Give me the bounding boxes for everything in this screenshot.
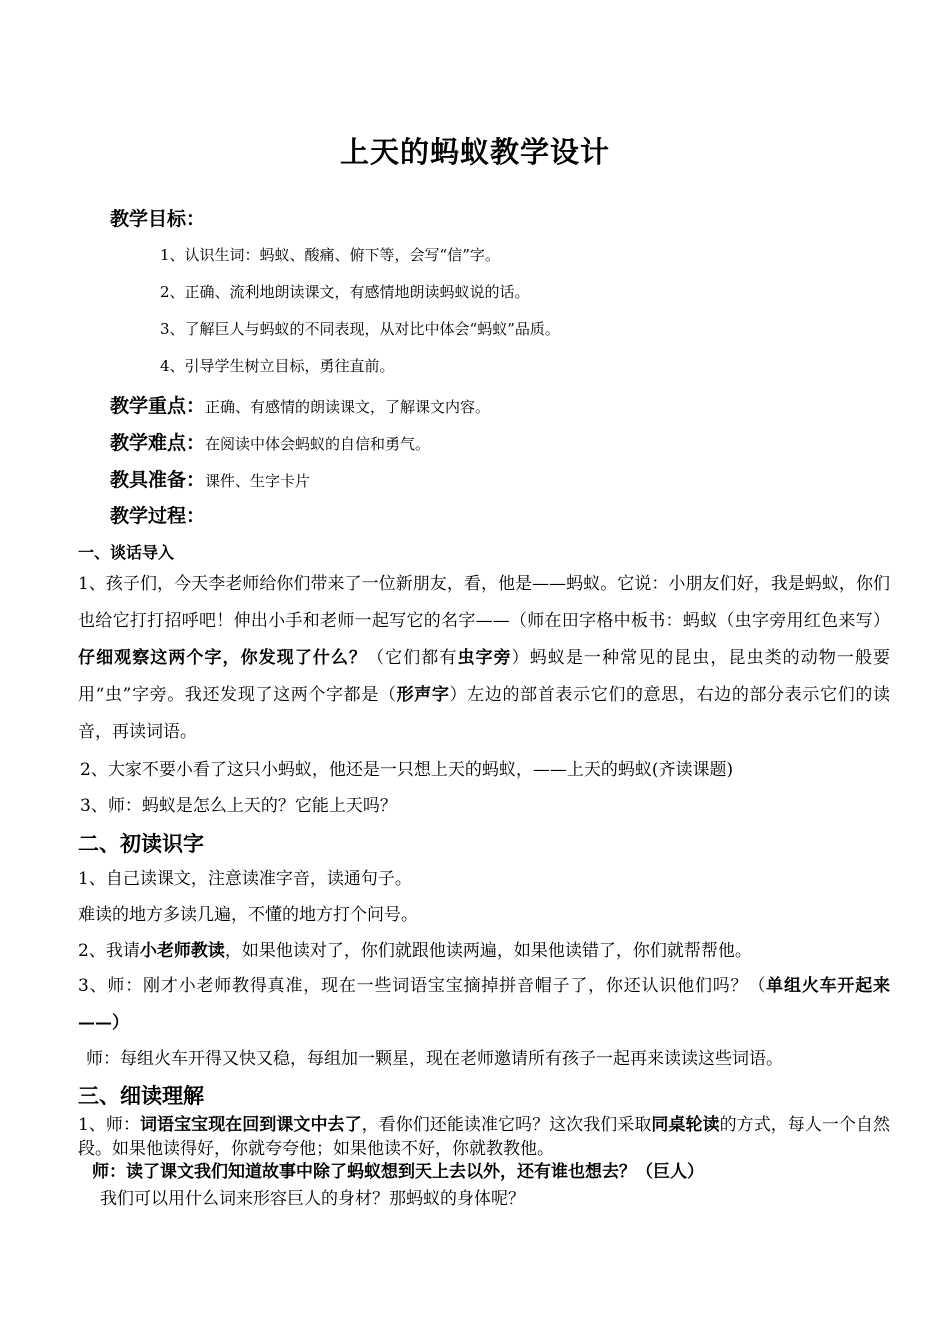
objective-item: 1、认识生词：蚂蚁、酸痛、俯下等，会写“信”字。 [160,246,500,264]
key-point-line [110,391,490,418]
paragraph: 1、自己读课文，注意读准字音，读通句子。 [78,869,412,889]
paragraph [78,1113,890,1161]
section-heading: 三、细读理解 [78,1083,204,1108]
text-run: ，如果他读对了，你们就跟他读两遍，如果他读错了，你们就帮帮他。 [224,941,752,961]
objective-item: 3、了解巨人与蚂蚁的不同表现，从对比中体会“蚂蚁”品质。 [160,320,560,338]
paragraph [78,933,752,970]
text-run: 1、师： [78,1115,141,1135]
bold-text: 同桌轮读 [651,1115,720,1135]
difficulty-line [110,428,430,455]
text-run: 的方式，每人一个自然段。如果他读得好，你就夸夸他；如果他读不好，你就教教他。 [78,1115,891,1159]
paragraph: 难读的地方多读几遍，不懂的地方打个问号。 [78,905,418,925]
key-point-label: 教学重点： [110,395,206,417]
section-heading: 一、谈话导入 [78,543,175,562]
document-title: 上天的蚂蚁教学设计 [339,135,610,169]
materials-label: 教具准备： [110,469,206,491]
difficulty-value: 在阅读中体会蚂蚁的自信和勇气。 [205,435,431,453]
bold-text: 仔细观察这两个字，你发现了什么？ [78,648,368,668]
paragraph: 师：读了课文我们知道故事中除了蚂蚁想到天上去以外，还有谁也想去？（巨人） [92,1162,704,1182]
paragraph: 3、师：蚂蚁是怎么上天的？它能上天吗？ [80,796,397,816]
bold-text: 虫字旁 [457,648,512,668]
paragraph: 师：每组火车开得又快又稳，每组加一颗星，现在老师邀请所有孩子一起再来读读这些词语。 [86,1049,783,1069]
section-heading: 二、初读识字 [78,831,204,856]
bold-text: 小老师教读 [139,941,225,961]
text-run: 2、我请 [78,941,140,961]
key-point-value: 正确、有感情的朗读课文，了解课文内容。 [205,398,491,416]
text-run: （它们都有 [367,648,458,668]
materials-line [110,465,310,492]
text-run: 1、孩子们，今天李老师给你们带来了一位新朋友，看，他是——蚂蚁。它说：小朋友们好，我是蚂蚁，你们也给它打打招呼吧！伸出小手和老师一起写它的名字——（师在田字格中板书：蚂蚁（虫字旁用红色来写） [78,574,890,631]
objective-item: 2、正确、流利地朗读课文，有感情地朗读蚂蚁说的话。 [160,283,530,301]
bold-text: 形声字 [396,685,450,705]
text-run: ，看你们还能读准它吗？这次我们采取 [361,1115,652,1135]
process-heading: 教学过程： [110,505,206,527]
paragraph [78,566,890,751]
bold-text: 词语宝宝现在回到课文中去了 [140,1115,362,1135]
text-run: ）蚂蚁是一种常见的昆虫，昆虫类的动物一般要用“虫”字旁。我还发现了这两个字都是（ [78,648,891,705]
paragraph [78,968,890,1042]
difficulty-label: 教学难点： [110,432,206,454]
materials-value: 课件、生字卡片 [205,472,311,490]
paragraph: 我们可以用什么词来形容巨人的身材？那蚂蚁的身体呢？ [100,1189,525,1209]
objective-item: 4、引导学生树立目标，勇往直前。 [160,357,395,375]
objectives-heading: 教学目标： [110,208,206,230]
bold-text: 单组火车开起来——） [78,976,890,1033]
paragraph: 2、大家不要小看了这只小蚂蚁，他还是一只想上天的蚂蚁，——上天的蚂蚁(齐读课题) [80,760,734,780]
text-run: 3、师：刚才小老师教得真准，现在一些词语宝宝摘掉拼音帽子了，你还认识他们吗？（ [78,976,767,996]
text-run: ）左边的部首表示它们的意思，右边的部分表示它们的读音，再读词语。 [78,685,891,742]
